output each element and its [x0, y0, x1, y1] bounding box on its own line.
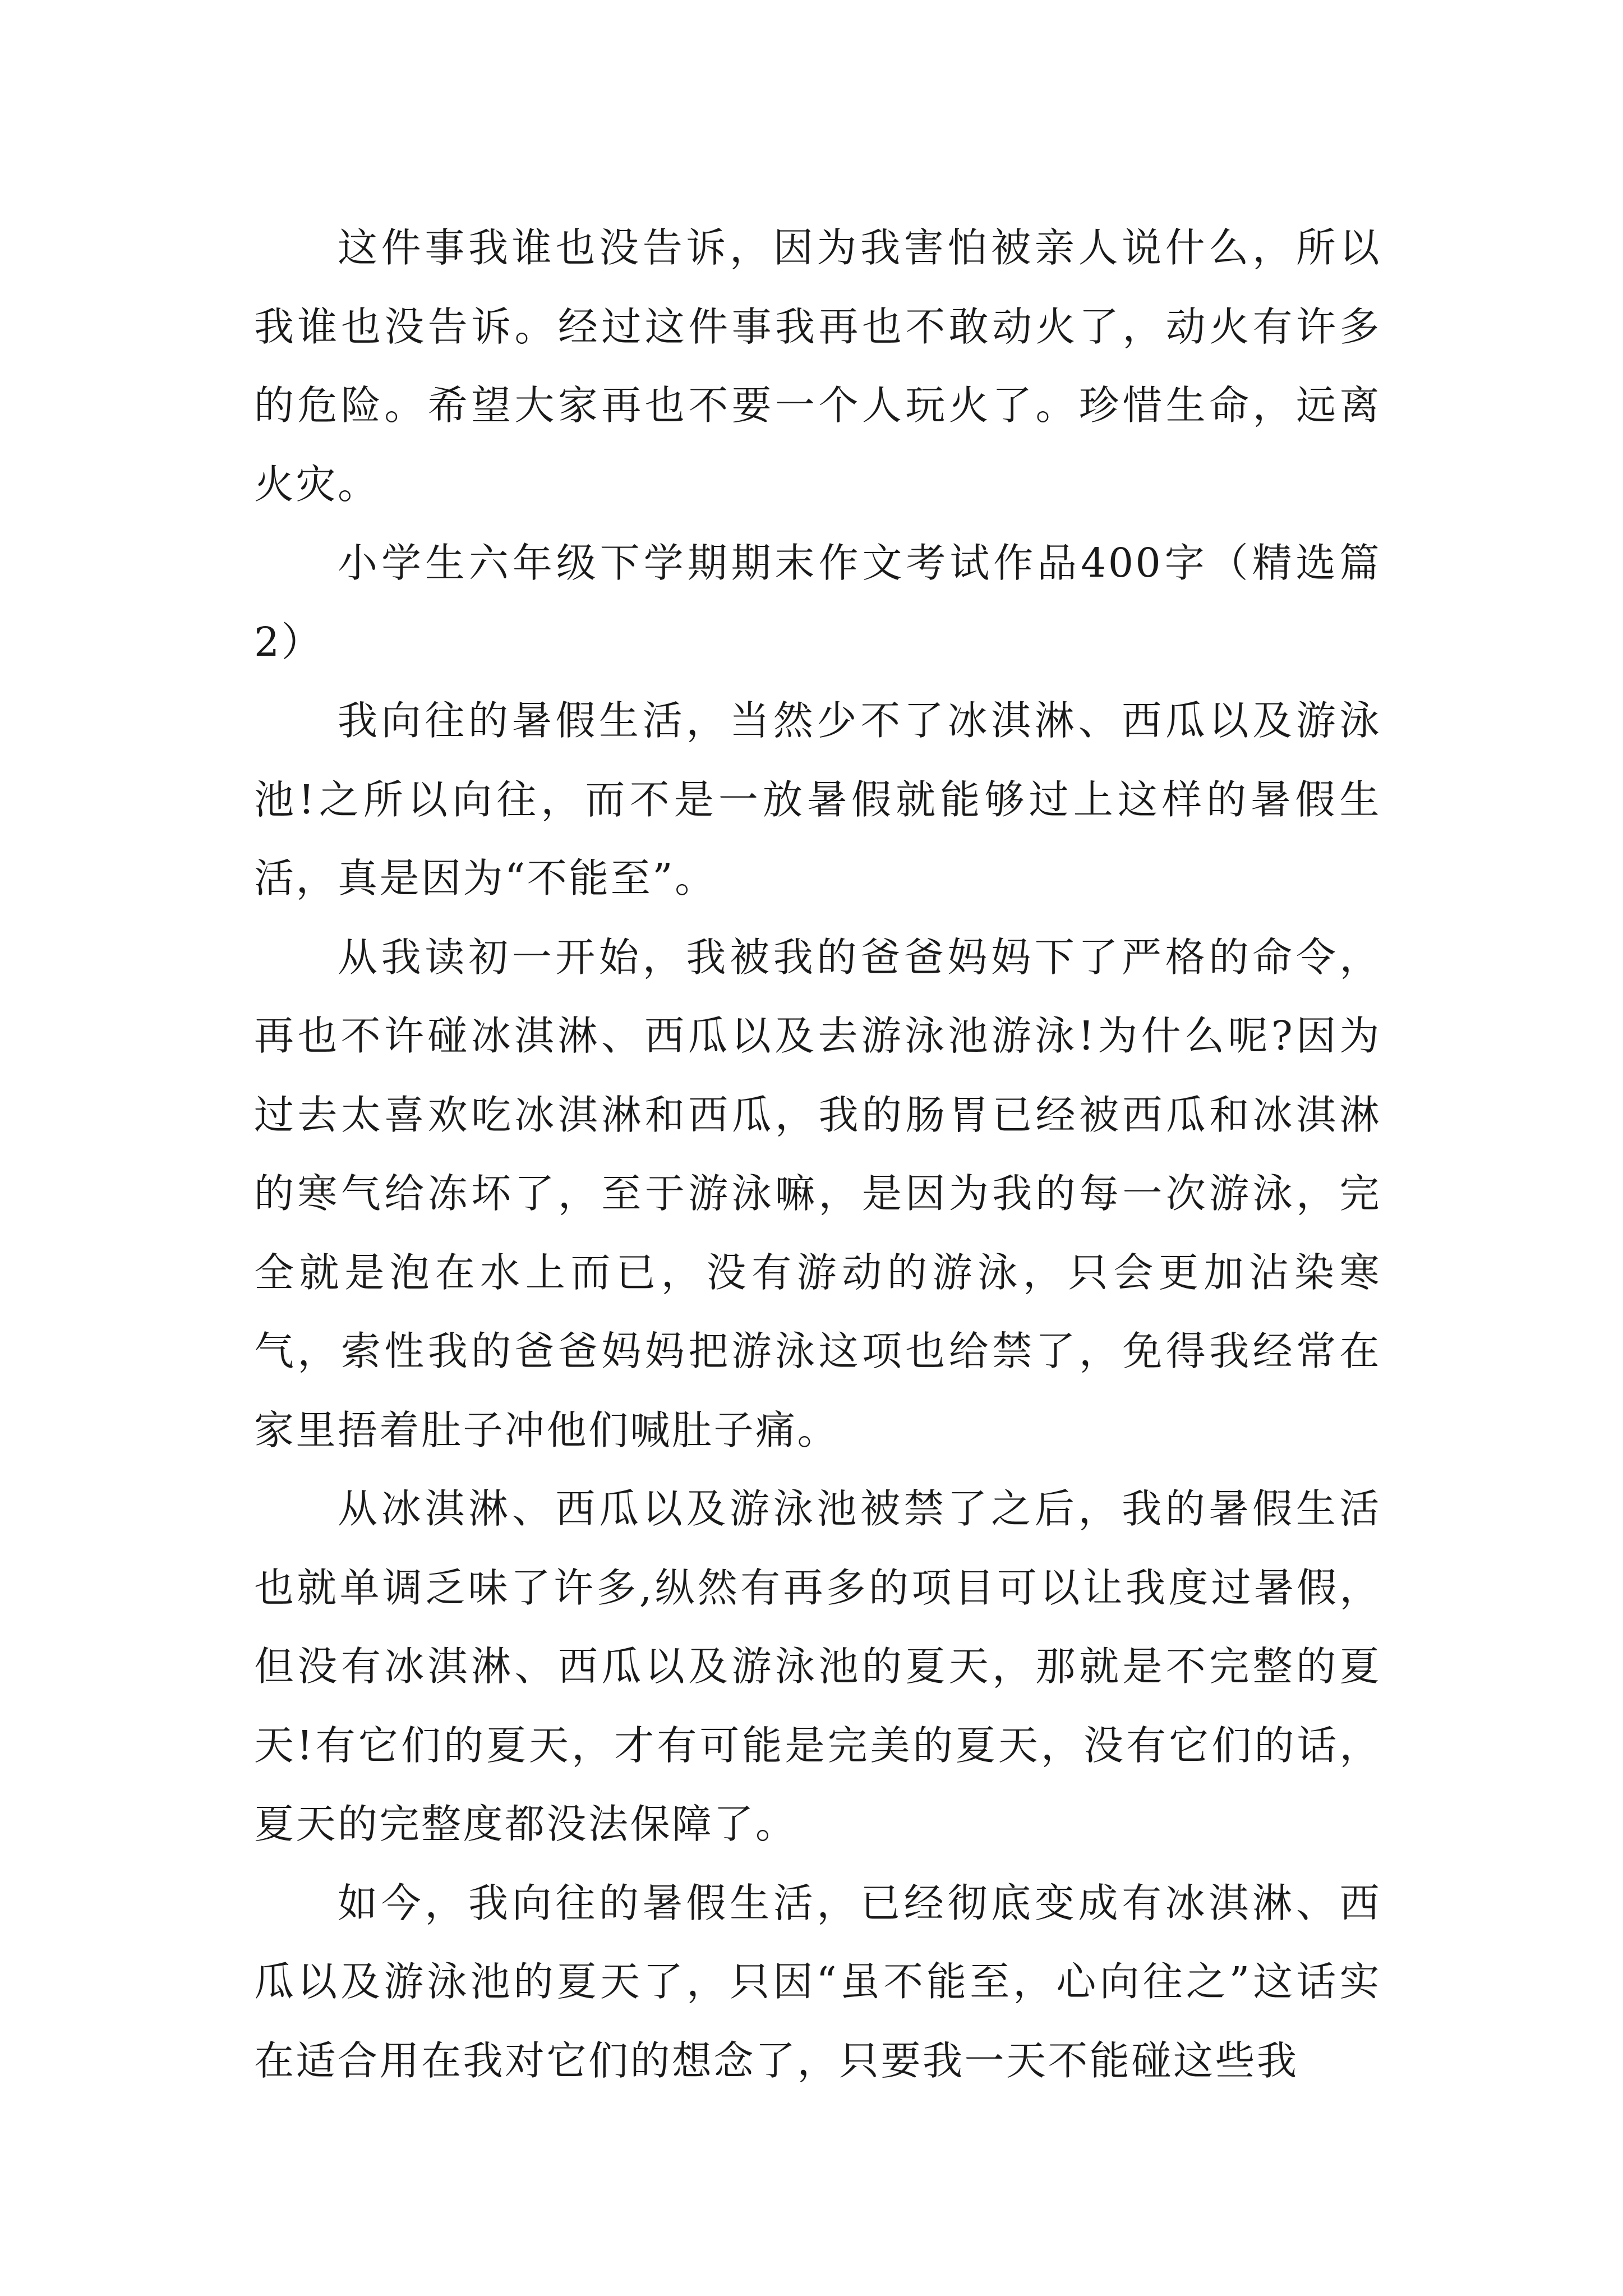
paragraph-1: 这件事我谁也没告诉，因为我害怕被亲人说什么，所以我谁也没告诉。经过这件事我再也不敢动火了，动火有许多的危险。希望大家再也不要一个人玩火了。珍惜生命，远离火灾。: [254, 224, 1381, 508]
paragraph-3: 从我读初一开始，我被我的爸爸妈妈下了严格的命令，再也不许碰冰淇淋、西瓜以及去游泳池游泳!为什么呢?因为过去太喜欢吃冰淇淋和西瓜，我的肠胃已经被西瓜和冰淇淋的寒气给冻坏了，至于游泳嘛，是因为我的每一次游泳，完全就是泡在水上而已，没有游动的游泳，只会更加沾染寒气，索性我的爸爸妈妈把游泳这项也给禁了，免得我经常在家里捂着肚子冲他们喊肚子痛。: [254, 933, 1381, 1453]
paragraph-5: 如今，我向往的暑假生活，已经彻底变成有冰淇淋、西瓜以及游泳池的夏天了，只因“虽不能至，心向往之”这话实在适合用在我对它们的想念了，只要我一天不能碰这些我: [254, 1879, 1381, 2084]
document-body: [254, 209, 1381, 2100]
paragraph-2: 我向往的暑假生活，当然少不了冰淇淋、西瓜以及游泳池!之所以向往，而不是一放暑假就能够过上这样的暑假生活，真是因为“不能至”。: [254, 697, 1381, 901]
section-heading: 小学生六年级下学期期末作文考试作品400字（精选篇2）: [254, 540, 1381, 665]
paragraph-4: 从冰淇淋、西瓜以及游泳池被禁了之后，我的暑假生活也就单调乏味了许多,纵然有再多的项目可以让我度过暑假，但没有冰淇淋、西瓜以及游泳池的夏天，那就是不完整的夏天!有它们的夏天，才有可能是完美的夏天，没有它们的话，夏天的完整度都没法保障了。: [254, 1485, 1381, 1847]
